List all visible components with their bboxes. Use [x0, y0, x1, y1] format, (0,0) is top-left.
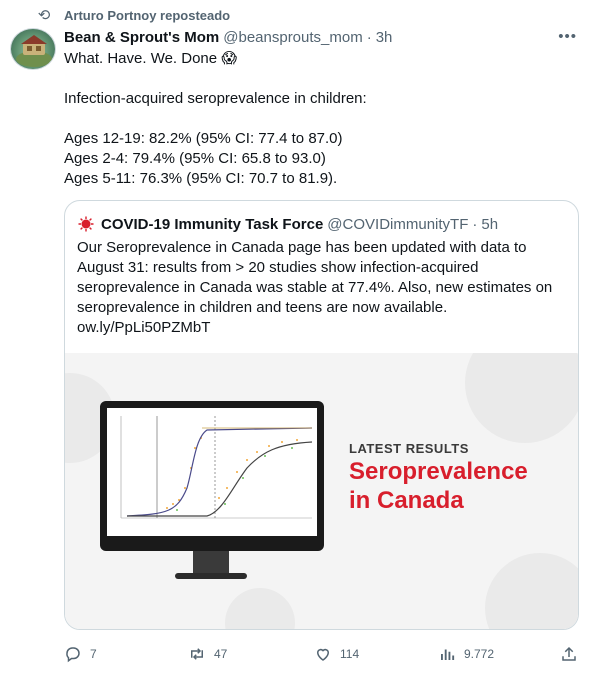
quoted-author-handle: @COVIDimmunityTF	[327, 215, 469, 233]
monitor-base	[175, 573, 247, 579]
reply-button[interactable]	[64, 643, 97, 665]
repost-button[interactable]	[188, 643, 227, 665]
more-icon[interactable]: •••	[558, 28, 577, 45]
virus-decoration	[225, 588, 295, 630]
like-count: 114	[340, 647, 360, 661]
quoted-tweet-image[interactable]	[65, 353, 578, 630]
tweet-header	[64, 27, 579, 47]
reply-count: 7	[90, 647, 97, 661]
monitor-illustration	[100, 401, 324, 551]
reply-icon	[64, 645, 82, 663]
repost-icon: ⟲	[37, 7, 51, 24]
action-bar	[64, 643, 584, 665]
virus-decoration	[485, 553, 578, 630]
repost-count: 47	[214, 647, 228, 661]
like-icon	[314, 645, 332, 663]
quoted-tweet-text: Our Seroprevalence in Canada page has been updated with data to August 31: results from > 20 studies show infection-acquired seroprevalence in Canada was stable at 77.4%. Also, new estimates on seroprevalence in children and teens are now available. ow.ly/PpLi50PZMbT	[77, 239, 553, 336]
virus-decoration	[465, 353, 578, 443]
views-count: 9.772	[464, 647, 495, 661]
separator-dot: ·	[472, 215, 478, 233]
quoted-tweet-header	[77, 214, 498, 234]
like-button[interactable]	[314, 643, 359, 665]
avatar[interactable]	[10, 28, 56, 70]
tweet-text: What. Have. We. Done 😱 Infection-acquired seroprevalence in children: Ages 12-19: 82.2% (95% CI: 77.4 to 87.0) Ages 2-4: 79.4% (95% CI: 65.8 to 93.0) Ages 5-11: 76.3% (95% CI: 70.7 to 81.9).	[64, 50, 367, 187]
views-icon	[438, 645, 456, 663]
card-title-line2: in Canada	[349, 487, 464, 514]
monitor-stand	[193, 551, 229, 575]
card-eyebrow: LATEST RESULTS	[349, 441, 469, 456]
share-icon	[560, 645, 578, 663]
monitor-screen	[107, 408, 317, 536]
author-name[interactable]: Bean & Sprout's Mom	[64, 28, 220, 46]
tweet-time[interactable]: 3h	[375, 28, 393, 46]
quoted-tweet[interactable]	[64, 200, 579, 630]
share-button[interactable]	[560, 643, 586, 665]
card-title-line1: Seroprevalence	[349, 458, 528, 485]
repost-label: Arturo Portnoy reposteado	[64, 7, 231, 23]
views-button[interactable]	[438, 643, 494, 665]
virus-logo-icon	[77, 215, 95, 233]
quoted-author-name: COVID-19 Immunity Task Force	[101, 215, 324, 233]
repost-icon	[188, 645, 206, 663]
repost-indicator[interactable]	[34, 6, 230, 24]
separator-dot: ·	[366, 28, 372, 46]
author-handle[interactable]: @beansprouts_mom	[223, 28, 363, 46]
quoted-tweet-time: 5h	[481, 215, 499, 233]
